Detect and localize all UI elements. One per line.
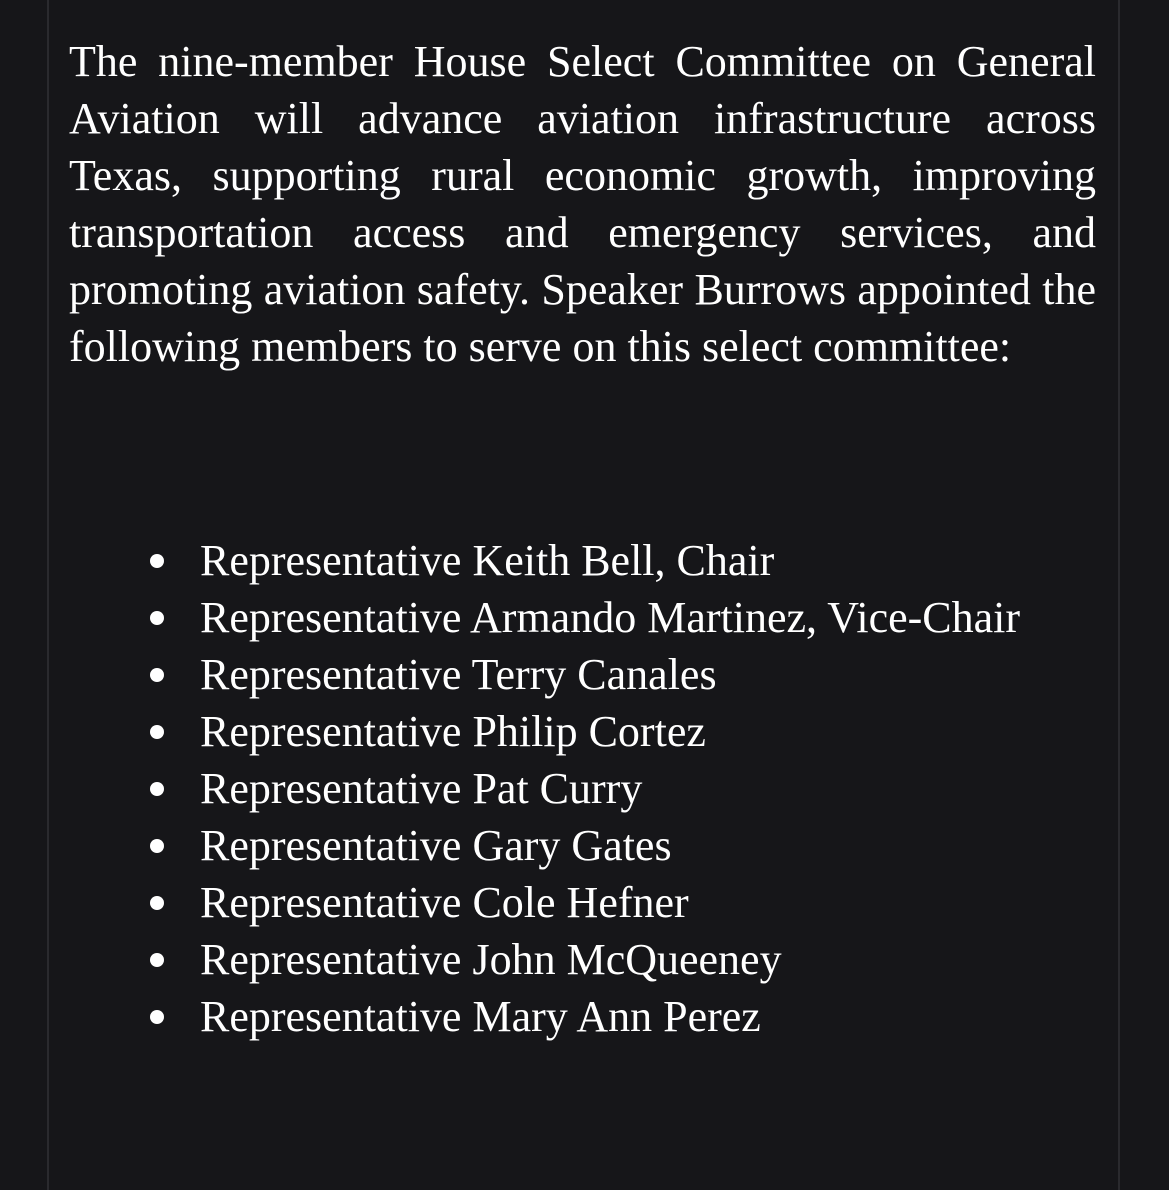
bullet-icon (150, 668, 164, 682)
list-item (69, 931, 1096, 988)
member-name: Representative John McQueeney (200, 935, 782, 984)
list-item (69, 874, 1096, 931)
member-name: Representative Gary Gates (200, 821, 672, 870)
list-item (69, 988, 1096, 1045)
bullet-icon (150, 725, 164, 739)
bullet-icon (150, 896, 164, 910)
list-item (69, 760, 1096, 817)
bullet-icon (150, 953, 164, 967)
list-item (69, 703, 1096, 760)
list-item (69, 589, 1096, 646)
left-border (47, 0, 49, 1190)
member-name: Representative Mary Ann Perez (200, 992, 761, 1041)
member-name: Representative Cole Hefner (200, 878, 689, 927)
bullet-icon (150, 839, 164, 853)
bullet-icon (150, 611, 164, 625)
list-item (69, 646, 1096, 703)
member-name: Representative Armando Martinez, Vice-Chair (200, 593, 1021, 642)
right-border (1118, 0, 1120, 1190)
bullet-icon (150, 554, 164, 568)
bullet-icon (150, 1010, 164, 1024)
bullet-icon (150, 782, 164, 796)
member-list (69, 532, 1096, 1045)
list-item (69, 532, 1096, 589)
document-content (69, 33, 1096, 1045)
intro-paragraph: The nine-member House Select Committee on General Aviation will advance aviation infrastructure across Texas, supporting rural economic growth, improving transportation access and emergency services, and promoting aviation safety. Speaker Burrows appointed the following members to serve on this select committee: (69, 37, 1096, 371)
member-name: Representative Pat Curry (200, 764, 643, 813)
list-item (69, 817, 1096, 874)
member-name: Representative Philip Cortez (200, 707, 706, 756)
member-name: Representative Terry Canales (200, 650, 717, 699)
member-name: Representative Keith Bell, Chair (200, 536, 775, 585)
